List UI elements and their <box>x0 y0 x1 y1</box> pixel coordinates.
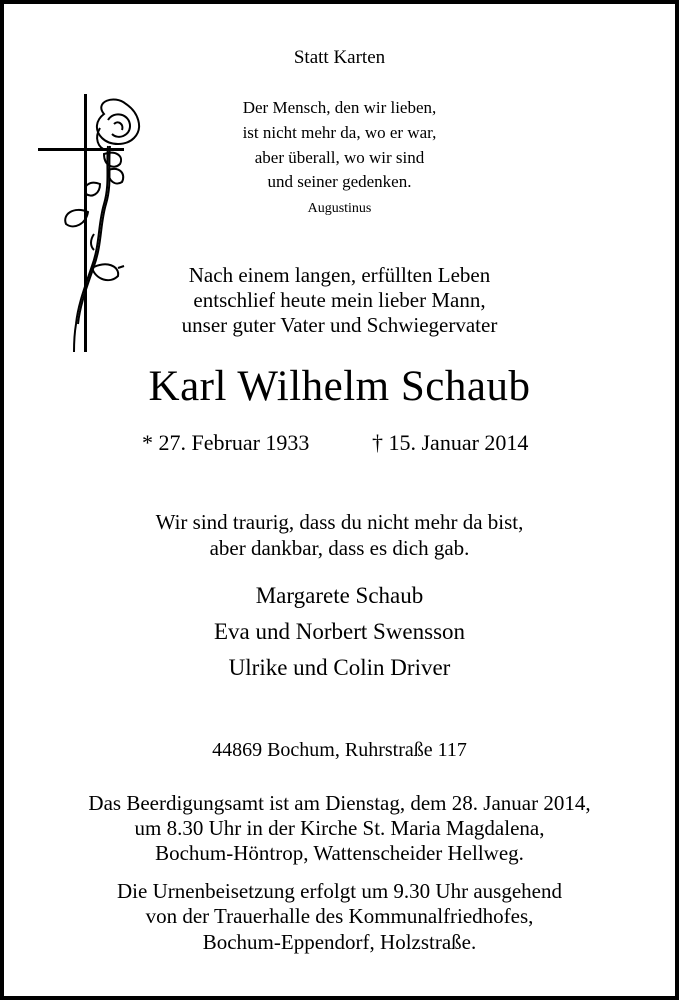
burial-line: Die Urnenbeisetzung erfolgt um 9.30 Uhr ausgehend <box>117 879 562 903</box>
intro-line: Nach einem langen, erfüllten Leben <box>188 263 491 287</box>
farewell-line: aber dankbar, dass es dich gab. <box>209 536 470 560</box>
funeral-line: Das Beerdigungsamt ist am Dienstag, dem 28. Januar 2014, <box>88 791 591 815</box>
header-statt-karten: Statt Karten <box>293 47 386 68</box>
address: 44869 Bochum, Ruhrstraße 117 <box>212 739 467 761</box>
burial-line: Bochum-Eppendorf, Holzstraße. <box>202 930 477 954</box>
quote-line: Der Mensch, den wir lieben, <box>242 98 437 117</box>
mourner-name: Margarete Schaub <box>255 583 424 608</box>
mourner-name: Ulrike und Colin Driver <box>228 655 451 680</box>
quote-line: ist nicht mehr da, wo er war, <box>242 123 437 142</box>
burial-line: von der Trauerhalle des Kommunalfriedhofes, <box>145 904 534 928</box>
mourner-name: Eva und Norbert Swensson <box>213 619 466 644</box>
quote-author: Augustinus <box>307 201 372 216</box>
intro-line: entschlief heute mein lieber Mann, <box>193 288 486 312</box>
deceased-name: Karl Wilhelm Schaub <box>148 363 531 410</box>
quote-line: und seiner gedenken. <box>267 172 412 191</box>
funeral-line: um 8.30 Uhr in der Kirche St. Maria Magdalena, <box>134 816 545 840</box>
intro-line: unser guter Vater und Schwiegervater <box>181 313 498 337</box>
death-date: † 15. Januar 2014 <box>372 430 529 455</box>
birth-date: * 27. Februar 1933 <box>142 430 310 455</box>
quote-line: aber überall, wo wir sind <box>254 148 425 167</box>
farewell-line: Wir sind traurig, dass du nicht mehr da bist, <box>155 510 524 534</box>
funeral-line: Bochum-Höntrop, Wattenscheider Hellweg. <box>155 841 524 865</box>
